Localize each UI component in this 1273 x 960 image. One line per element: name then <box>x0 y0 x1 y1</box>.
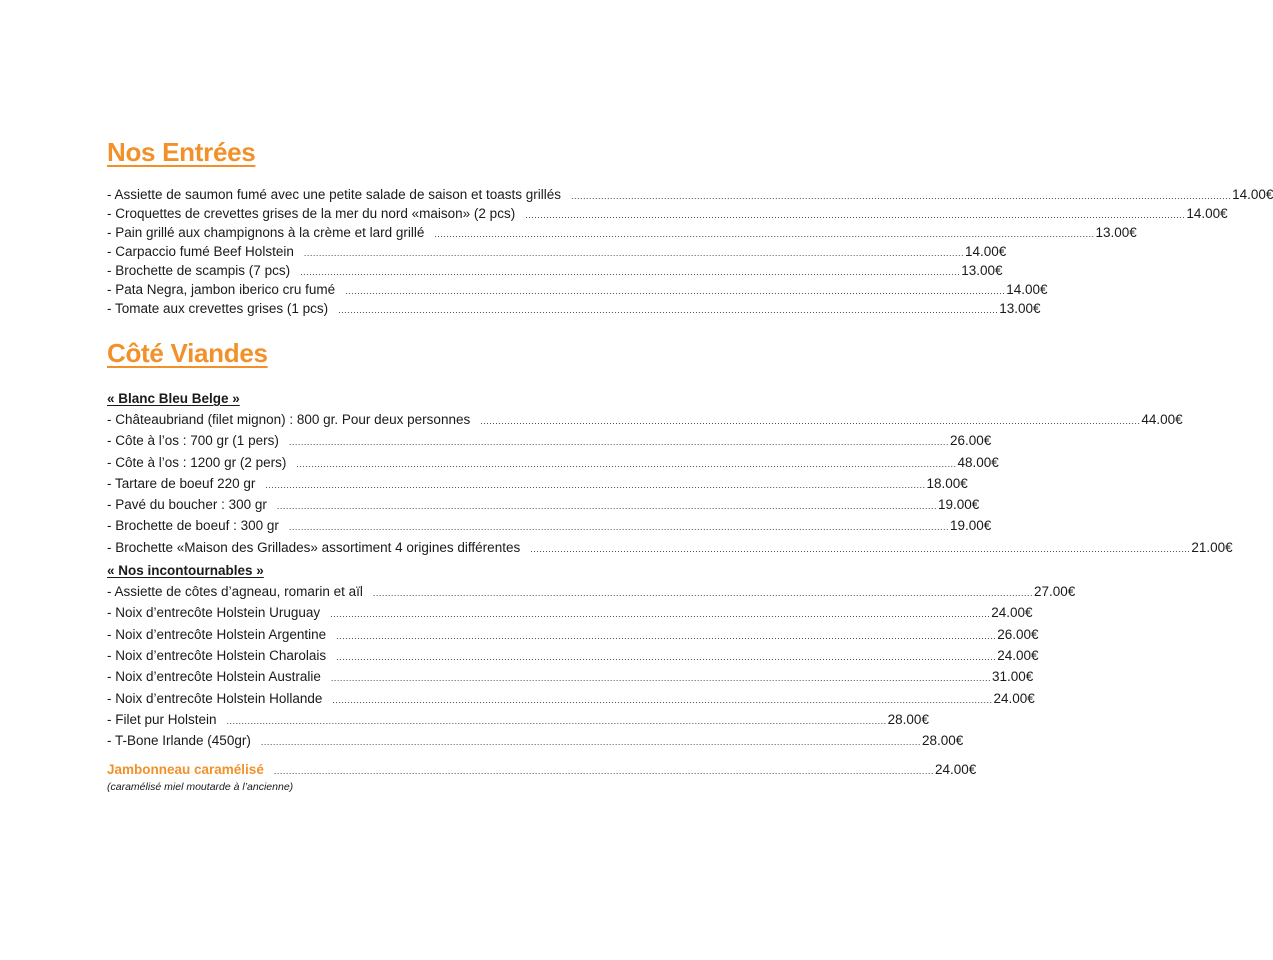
dot-leader: ............................................................................................................................................................................................................................ <box>336 630 997 641</box>
menu-page <box>107 136 1273 794</box>
menu-item-label: - Carpaccio fumé Beef Holstein <box>107 244 294 259</box>
menu-item <box>107 242 1007 261</box>
dot-leader: ............................................................................................................................................................................................................................ <box>525 210 1186 220</box>
dot-leader: ............................................................................................................................................................................................................................ <box>330 609 991 620</box>
menu-item-price: 13.00€ <box>1095 225 1137 240</box>
menu-item-price: 26.00€ <box>997 626 1039 642</box>
menu-item-label: - Noix d’entrecôte Holstein Charolais <box>107 647 327 663</box>
menu-item <box>107 537 1233 558</box>
dot-leader: ............................................................................................................................................................................................................................ <box>338 305 999 315</box>
menu-item-price: 31.00€ <box>991 669 1034 685</box>
entrees-list <box>107 185 1273 318</box>
menu-item-price: 26.00€ <box>949 433 992 449</box>
menu-item <box>107 602 1033 623</box>
jambonneau-note: (caramélisé miel moutarde à l’ancienne) <box>107 781 294 794</box>
menu-item-label: - Noix d’entrecôte Holstein Argentine <box>107 626 327 642</box>
menu-item-price: 13.00€ <box>999 301 1041 316</box>
menu-item <box>107 185 1273 204</box>
menu-item-label: - Tomate aux crevettes grises (1 pcs) <box>107 301 329 316</box>
menu-item-price: 24.00€ <box>993 690 1035 706</box>
menu-item <box>107 299 1041 318</box>
menu-item-label: - Tartare de boeuf 220 gr <box>107 475 256 491</box>
menu-item <box>107 624 1039 645</box>
menu-item-label: - Côte à l’os : 1200 gr (2 pers) <box>107 454 287 470</box>
section-title-entrees: Nos Entrées <box>107 137 256 167</box>
menu-item-label: - Brochette de boeuf : 300 gr <box>107 518 279 534</box>
menu-item-label: - Pavé du boucher : 300 gr <box>107 497 267 513</box>
menu-item-price: 44.00€ <box>1141 412 1183 427</box>
menu-item <box>107 494 980 515</box>
dot-leader: ............................................................................................................................................................................................................................ <box>273 766 934 777</box>
dot-leader: ............................................................................................................................................................................................................................ <box>530 543 1191 554</box>
menu-item <box>107 280 1048 299</box>
menu-item-price: 13.00€ <box>961 263 1003 278</box>
dot-leader: ............................................................................................................................................................................................................................ <box>434 229 1095 239</box>
menu-item-label: - Brochette de scampis (7 pcs) <box>107 263 291 278</box>
menu-item-label: - Filet pur Holstein <box>107 711 217 727</box>
menu-item-label: - Côte à l’os : 700 gr (1 pers) <box>107 433 279 449</box>
dot-leader: ............................................................................................................................................................................................................................ <box>372 588 1034 599</box>
dot-leader: ............................................................................................................................................................................................................................ <box>571 191 1232 201</box>
blanc-bleu-belge-list <box>107 409 1233 558</box>
menu-item-price: 14.00€ <box>1186 206 1228 221</box>
dot-leader: ............................................................................................................................................................................................................................ <box>226 715 887 726</box>
menu-item-price: 28.00€ <box>887 711 929 727</box>
menu-item-price: 14.00€ <box>964 244 1007 259</box>
menu-item-label: - Noix d’entrecôte Holstein Uruguay <box>107 605 321 621</box>
menu-item <box>107 666 1034 687</box>
menu-item-price: 14.00€ <box>1006 282 1048 297</box>
menu-item-label: - Croquettes de crevettes grises de la mer du nord «maison» (2 pcs) <box>107 206 516 221</box>
menu-item-label: - Assiette de saumon fumé avec une petite salade de saison et toasts grillés <box>107 187 562 202</box>
dot-leader: ............................................................................................................................................................................................................................ <box>260 737 921 748</box>
menu-item <box>107 581 1076 602</box>
menu-item-label: - Assiette de côtes d’agneau, romarin et aïl <box>107 584 363 600</box>
menu-item-label: Jambonneau caramélisé <box>107 762 264 778</box>
dot-leader: ............................................................................................................................................................................................................................ <box>330 673 991 684</box>
menu-item <box>107 409 1183 430</box>
dot-leader: ............................................................................................................................................................................................................................ <box>345 286 1006 296</box>
menu-item-price: 24.00€ <box>934 762 977 778</box>
menu-item-price: 19.00€ <box>949 518 992 534</box>
menu-item-price: 48.00€ <box>957 454 999 470</box>
dot-leader: ............................................................................................................................................................................................................................ <box>336 651 997 662</box>
dot-leader: ............................................................................................................................................................................................................................ <box>303 248 964 258</box>
dot-leader: ............................................................................................................................................................................................................................ <box>300 267 961 277</box>
dot-leader: ............................................................................................................................................................................................................................ <box>296 458 957 469</box>
menu-item-price: 24.00€ <box>991 605 1033 621</box>
menu-item <box>107 645 1039 666</box>
menu-item-label: - T-Bone Irlande (450gr) <box>107 733 251 749</box>
menu-item-price: 18.00€ <box>926 475 968 491</box>
dot-leader: ............................................................................................................................................................................................................................ <box>480 416 1141 426</box>
dot-leader: ............................................................................................................................................................................................................................ <box>276 501 937 512</box>
section-title-viandes: Côté Viandes <box>107 338 268 368</box>
dot-leader: ............................................................................................................................................................................................................................ <box>332 694 993 705</box>
menu-item <box>107 515 992 536</box>
menu-item-price: 21.00€ <box>1191 539 1233 555</box>
menu-item-label: - Brochette «Maison des Grillades» assortiment 4 origines différentes <box>107 539 521 555</box>
menu-item-price: 19.00€ <box>937 497 980 513</box>
incontournables-list <box>107 581 1076 751</box>
menu-item-label: - Noix d’entrecôte Holstein Hollande <box>107 690 323 706</box>
subsection-title-blanc-bleu-belge: « Blanc Bleu Belge » <box>107 391 240 406</box>
menu-item-price: 24.00€ <box>997 647 1039 663</box>
menu-item-label: - Châteaubriand (filet mignon) : 800 gr. Pour deux personnes <box>107 412 471 427</box>
menu-item-price: 27.00€ <box>1034 584 1076 600</box>
menu-item <box>107 473 968 494</box>
menu-item-label: - Pata Negra, jambon iberico cru fumé <box>107 282 336 297</box>
dot-leader: ............................................................................................................................................................................................................................ <box>288 437 949 448</box>
menu-item-label: - Noix d’entrecôte Holstein Australie <box>107 669 321 685</box>
dot-leader: ............................................................................................................................................................................................................................ <box>265 479 926 490</box>
dot-leader: ............................................................................................................................................................................................................................ <box>288 522 949 533</box>
menu-item <box>107 730 964 751</box>
menu-item-jambonneau <box>107 759 977 780</box>
menu-item-label: - Pain grillé aux champignons à la crème et lard grillé <box>107 225 425 240</box>
menu-item-price: 28.00€ <box>921 733 964 749</box>
menu-item <box>107 223 1137 242</box>
menu-item <box>107 261 1003 280</box>
menu-item-price: 14.00€ <box>1232 187 1273 202</box>
menu-item <box>107 688 1035 709</box>
subsection-title-incontournables: « Nos incontournables » <box>107 563 264 579</box>
menu-item <box>107 452 999 473</box>
menu-item <box>107 204 1228 223</box>
menu-item <box>107 430 992 451</box>
menu-item <box>107 709 929 730</box>
